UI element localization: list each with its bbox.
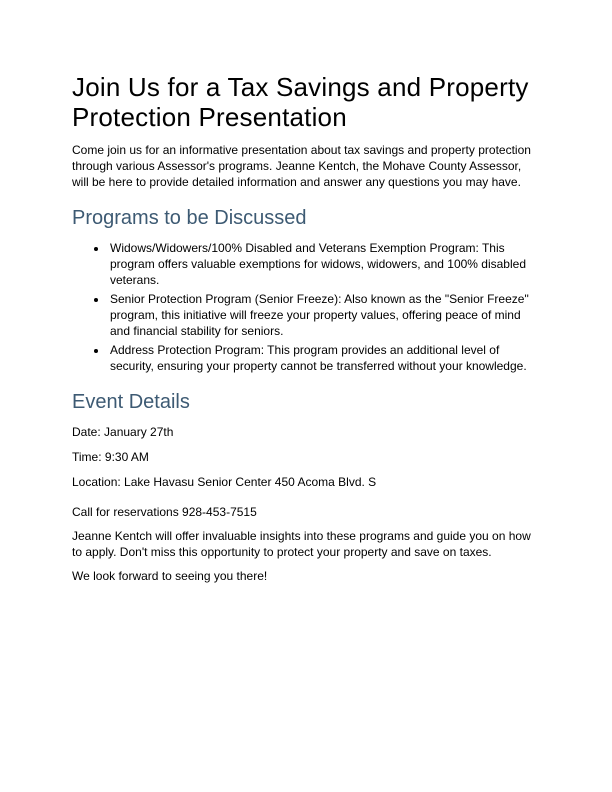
program-item-senior-freeze: • Senior Protection Program (Senior Freeze): Also known as the "Senior Freeze" program, this initiative will freeze your property values, offering peace of mind and financial stability for seniors. <box>108 291 540 339</box>
event-date-line: Date: January 27th <box>72 425 174 439</box>
program-item-widows-exemption: • Widows/Widowers/100% Disabled and Veterans Exemption Program: This program offers valuable exemptions for widows, widowers, and 100% disabled veterans. <box>108 240 540 288</box>
intro-paragraph: Come join us for an informative presentation about tax savings and property protection through various Assessor's programs. Jeanne Kentch, the Mohave County Assessor, will be here to provide detailed information and answer any questions you may have. <box>72 143 531 189</box>
event-reservations-line: Call for reservations 928-453-7515 <box>72 505 257 519</box>
closing-paragraph: Jeanne Kentch will offer invaluable insights into these programs and guide you on how to apply. Don't miss this opportunity to protect your property and save on taxes. <box>72 529 531 559</box>
program-list <box>72 240 540 374</box>
section-heading-programs: Programs to be Discussed <box>72 207 307 229</box>
farewell-line: We look forward to seeing you there! <box>72 569 268 583</box>
event-location-line: Location: Lake Havasu Senior Center 450 Acoma Blvd. S <box>72 475 377 489</box>
section-heading-event-details: Event Details <box>72 391 190 413</box>
document-title: Join Us for a Tax Savings and Property Protection Presentation <box>72 72 529 132</box>
program-item-address-protection: • Address Protection Program: This program provides an additional level of security, ensuring your property cannot be transferred without your knowledge. <box>108 342 540 374</box>
event-time-line: Time: 9:30 AM <box>72 450 149 464</box>
